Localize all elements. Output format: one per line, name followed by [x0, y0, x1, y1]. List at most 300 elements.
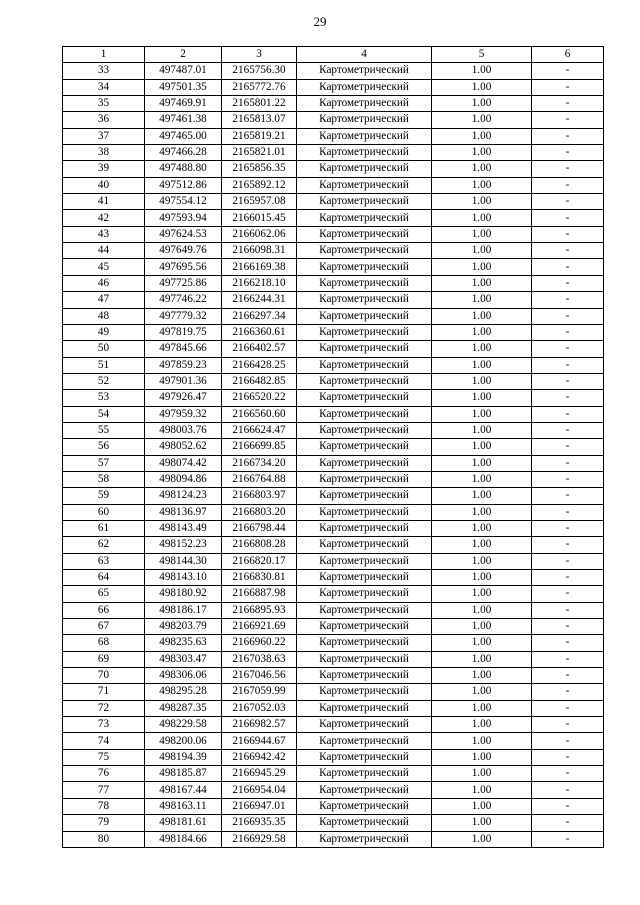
accuracy-cell: 1.00: [432, 537, 532, 553]
table-row: [63, 210, 604, 226]
accuracy-cell: 1.00: [432, 651, 532, 667]
note-cell: -: [532, 635, 604, 651]
x-coordinate-cell: 498124.23: [145, 488, 222, 504]
x-coordinate-cell: 498303.47: [145, 651, 222, 667]
table-row: [63, 324, 604, 340]
note-cell: -: [532, 455, 604, 471]
point-number-cell: 54: [63, 406, 145, 422]
method-cell: Картометрический: [297, 651, 432, 667]
x-coordinate-cell: 497819.75: [145, 324, 222, 340]
accuracy-cell: 1.00: [432, 570, 532, 586]
x-coordinate-cell: 497469.91: [145, 96, 222, 112]
method-cell: Картометрический: [297, 161, 432, 177]
table-row: [63, 520, 604, 536]
method-cell: Картометрический: [297, 341, 432, 357]
note-cell: -: [532, 177, 604, 193]
point-number-cell: 62: [63, 537, 145, 553]
y-coordinate-cell: 2165856.35: [222, 161, 297, 177]
table-row: [63, 439, 604, 455]
x-coordinate-cell: 498152.23: [145, 537, 222, 553]
x-coordinate-cell: 497859.23: [145, 357, 222, 373]
y-coordinate-cell: 2166798.44: [222, 520, 297, 536]
method-cell: Картометрический: [297, 357, 432, 373]
y-coordinate-cell: 2166098.31: [222, 243, 297, 259]
accuracy-cell: 1.00: [432, 194, 532, 210]
table-row: [63, 292, 604, 308]
accuracy-cell: 1.00: [432, 586, 532, 602]
y-coordinate-cell: 2166402.57: [222, 341, 297, 357]
accuracy-cell: 1.00: [432, 504, 532, 520]
table-row: [63, 128, 604, 144]
x-coordinate-cell: 497487.01: [145, 63, 222, 79]
table-row: [63, 79, 604, 95]
x-coordinate-cell: 498163.11: [145, 798, 222, 814]
point-number-cell: 67: [63, 619, 145, 635]
note-cell: -: [532, 651, 604, 667]
x-coordinate-cell: 497466.28: [145, 145, 222, 161]
x-coordinate-cell: 498186.17: [145, 602, 222, 618]
table-row: [63, 831, 604, 847]
table-row: [63, 112, 604, 128]
table-row: [63, 504, 604, 520]
accuracy-cell: 1.00: [432, 700, 532, 716]
note-cell: -: [532, 341, 604, 357]
method-cell: Картометрический: [297, 259, 432, 275]
note-cell: -: [532, 766, 604, 782]
accuracy-cell: 1.00: [432, 308, 532, 324]
point-number-cell: 46: [63, 275, 145, 291]
accuracy-cell: 1.00: [432, 798, 532, 814]
point-number-cell: 76: [63, 766, 145, 782]
y-coordinate-cell: 2166218.10: [222, 275, 297, 291]
y-coordinate-cell: 2166520.22: [222, 390, 297, 406]
method-cell: Картометрический: [297, 537, 432, 553]
method-cell: Картометрический: [297, 308, 432, 324]
accuracy-cell: 1.00: [432, 668, 532, 684]
y-coordinate-cell: 2166244.31: [222, 292, 297, 308]
point-number-cell: 78: [63, 798, 145, 814]
x-coordinate-cell: 498094.86: [145, 471, 222, 487]
point-number-cell: 80: [63, 831, 145, 847]
note-cell: -: [532, 357, 604, 373]
method-cell: Картометрический: [297, 439, 432, 455]
method-cell: Картометрический: [297, 668, 432, 684]
method-cell: Картометрический: [297, 602, 432, 618]
note-cell: -: [532, 668, 604, 684]
point-number-cell: 39: [63, 161, 145, 177]
y-coordinate-cell: 2166764.88: [222, 471, 297, 487]
coordinates-table: [62, 46, 604, 848]
point-number-cell: 68: [63, 635, 145, 651]
method-cell: Картометрический: [297, 210, 432, 226]
table-row: [63, 815, 604, 831]
accuracy-cell: 1.00: [432, 210, 532, 226]
note-cell: -: [532, 259, 604, 275]
method-cell: Картометрический: [297, 455, 432, 471]
x-coordinate-cell: 498203.79: [145, 619, 222, 635]
point-number-cell: 41: [63, 194, 145, 210]
method-cell: Картометрический: [297, 292, 432, 308]
method-cell: Картометрический: [297, 194, 432, 210]
header-cell: 1: [63, 47, 145, 63]
point-number-cell: 66: [63, 602, 145, 618]
x-coordinate-cell: 497624.53: [145, 226, 222, 242]
x-coordinate-cell: 497465.00: [145, 128, 222, 144]
method-cell: Картометрический: [297, 79, 432, 95]
method-cell: Картометрический: [297, 520, 432, 536]
x-coordinate-cell: 498144.30: [145, 553, 222, 569]
note-cell: -: [532, 815, 604, 831]
note-cell: -: [532, 79, 604, 95]
method-cell: Картометрический: [297, 798, 432, 814]
x-coordinate-cell: 498143.49: [145, 520, 222, 536]
point-number-cell: 53: [63, 390, 145, 406]
x-coordinate-cell: 497845.66: [145, 341, 222, 357]
x-coordinate-cell: 497695.56: [145, 259, 222, 275]
accuracy-cell: 1.00: [432, 259, 532, 275]
y-coordinate-cell: 2166428.25: [222, 357, 297, 373]
note-cell: -: [532, 292, 604, 308]
accuracy-cell: 1.00: [432, 177, 532, 193]
y-coordinate-cell: 2166982.57: [222, 717, 297, 733]
accuracy-cell: 1.00: [432, 357, 532, 373]
note-cell: -: [532, 275, 604, 291]
y-coordinate-cell: 2166624.47: [222, 422, 297, 438]
x-coordinate-cell: 498229.58: [145, 717, 222, 733]
y-coordinate-cell: 2167052.03: [222, 700, 297, 716]
accuracy-cell: 1.00: [432, 488, 532, 504]
table-row: [63, 619, 604, 635]
y-coordinate-cell: 2165772.76: [222, 79, 297, 95]
x-coordinate-cell: 498167.44: [145, 782, 222, 798]
x-coordinate-cell: 498235.63: [145, 635, 222, 651]
accuracy-cell: 1.00: [432, 749, 532, 765]
method-cell: Картометрический: [297, 831, 432, 847]
y-coordinate-cell: 2166954.04: [222, 782, 297, 798]
accuracy-cell: 1.00: [432, 766, 532, 782]
note-cell: -: [532, 390, 604, 406]
method-cell: Картометрический: [297, 684, 432, 700]
method-cell: Картометрический: [297, 226, 432, 242]
table-row: [63, 357, 604, 373]
point-number-cell: 44: [63, 243, 145, 259]
y-coordinate-cell: 2166560.60: [222, 406, 297, 422]
point-number-cell: 38: [63, 145, 145, 161]
point-number-cell: 43: [63, 226, 145, 242]
method-cell: Картометрический: [297, 63, 432, 79]
note-cell: -: [532, 422, 604, 438]
table-row: [63, 226, 604, 242]
method-cell: Картометрический: [297, 96, 432, 112]
y-coordinate-cell: 2167046.56: [222, 668, 297, 684]
point-number-cell: 71: [63, 684, 145, 700]
x-coordinate-cell: 497593.94: [145, 210, 222, 226]
y-coordinate-cell: 2166803.97: [222, 488, 297, 504]
accuracy-cell: 1.00: [432, 733, 532, 749]
y-coordinate-cell: 2165957.08: [222, 194, 297, 210]
header-cell: 2: [145, 47, 222, 63]
accuracy-cell: 1.00: [432, 63, 532, 79]
table-row: [63, 422, 604, 438]
page-number: 29: [313, 14, 327, 29]
accuracy-cell: 1.00: [432, 602, 532, 618]
table-body: [63, 63, 604, 848]
point-number-cell: 47: [63, 292, 145, 308]
method-cell: Картометрический: [297, 733, 432, 749]
note-cell: -: [532, 373, 604, 389]
note-cell: -: [532, 324, 604, 340]
point-number-cell: 35: [63, 96, 145, 112]
method-cell: Картометрический: [297, 275, 432, 291]
accuracy-cell: 1.00: [432, 471, 532, 487]
point-number-cell: 33: [63, 63, 145, 79]
note-cell: -: [532, 128, 604, 144]
y-coordinate-cell: 2166947.01: [222, 798, 297, 814]
method-cell: Картометрический: [297, 406, 432, 422]
point-number-cell: 63: [63, 553, 145, 569]
accuracy-cell: 1.00: [432, 79, 532, 95]
table-row: [63, 570, 604, 586]
table-row: [63, 406, 604, 422]
method-cell: Картометрический: [297, 553, 432, 569]
x-coordinate-cell: 498194.39: [145, 749, 222, 765]
note-cell: -: [532, 145, 604, 161]
note-cell: -: [532, 537, 604, 553]
x-coordinate-cell: 497488.80: [145, 161, 222, 177]
y-coordinate-cell: 2166895.93: [222, 602, 297, 618]
x-coordinate-cell: 497554.12: [145, 194, 222, 210]
accuracy-cell: 1.00: [432, 831, 532, 847]
method-cell: Картометрический: [297, 749, 432, 765]
accuracy-cell: 1.00: [432, 439, 532, 455]
point-number-cell: 34: [63, 79, 145, 95]
y-coordinate-cell: 2166944.67: [222, 733, 297, 749]
note-cell: -: [532, 406, 604, 422]
y-coordinate-cell: 2166734.20: [222, 455, 297, 471]
point-number-cell: 74: [63, 733, 145, 749]
point-number-cell: 58: [63, 471, 145, 487]
method-cell: Картометрический: [297, 570, 432, 586]
point-number-cell: 72: [63, 700, 145, 716]
x-coordinate-cell: 497926.47: [145, 390, 222, 406]
table-row: [63, 341, 604, 357]
x-coordinate-cell: 497501.35: [145, 79, 222, 95]
x-coordinate-cell: 497901.36: [145, 373, 222, 389]
table-row: [63, 488, 604, 504]
table-row: [63, 161, 604, 177]
point-number-cell: 56: [63, 439, 145, 455]
table-row: [63, 63, 604, 79]
method-cell: Картометрический: [297, 145, 432, 161]
y-coordinate-cell: 2166830.81: [222, 570, 297, 586]
table-row: [63, 717, 604, 733]
header-cell: 6: [532, 47, 604, 63]
y-coordinate-cell: 2165756.30: [222, 63, 297, 79]
table-row: [63, 194, 604, 210]
accuracy-cell: 1.00: [432, 112, 532, 128]
point-number-cell: 45: [63, 259, 145, 275]
point-number-cell: 50: [63, 341, 145, 357]
x-coordinate-cell: 497746.22: [145, 292, 222, 308]
point-number-cell: 40: [63, 177, 145, 193]
point-number-cell: 55: [63, 422, 145, 438]
accuracy-cell: 1.00: [432, 635, 532, 651]
table-row: [63, 651, 604, 667]
x-coordinate-cell: 498306.06: [145, 668, 222, 684]
note-cell: -: [532, 112, 604, 128]
y-coordinate-cell: 2166699.85: [222, 439, 297, 455]
table-row: [63, 798, 604, 814]
point-number-cell: 64: [63, 570, 145, 586]
table-row: [63, 586, 604, 602]
y-coordinate-cell: 2167038.63: [222, 651, 297, 667]
note-cell: -: [532, 586, 604, 602]
table-row: [63, 782, 604, 798]
table-row: [63, 308, 604, 324]
table-row: [63, 373, 604, 389]
note-cell: -: [532, 553, 604, 569]
table-row: [63, 602, 604, 618]
point-number-cell: 51: [63, 357, 145, 373]
method-cell: Картометрический: [297, 243, 432, 259]
y-coordinate-cell: 2166945.29: [222, 766, 297, 782]
point-number-cell: 60: [63, 504, 145, 520]
x-coordinate-cell: 497725.86: [145, 275, 222, 291]
table-row: [63, 553, 604, 569]
accuracy-cell: 1.00: [432, 422, 532, 438]
point-number-cell: 37: [63, 128, 145, 144]
y-coordinate-cell: 2166808.28: [222, 537, 297, 553]
x-coordinate-cell: 498287.35: [145, 700, 222, 716]
note-cell: -: [532, 194, 604, 210]
note-cell: -: [532, 831, 604, 847]
note-cell: -: [532, 602, 604, 618]
table-row: [63, 635, 604, 651]
table-row: [63, 145, 604, 161]
method-cell: Картометрический: [297, 766, 432, 782]
accuracy-cell: 1.00: [432, 684, 532, 700]
note-cell: -: [532, 749, 604, 765]
point-number-cell: 52: [63, 373, 145, 389]
point-number-cell: 57: [63, 455, 145, 471]
table-row: [63, 700, 604, 716]
table-row: [63, 537, 604, 553]
x-coordinate-cell: 498003.76: [145, 422, 222, 438]
accuracy-cell: 1.00: [432, 341, 532, 357]
method-cell: Картометрический: [297, 619, 432, 635]
note-cell: -: [532, 243, 604, 259]
table-row: [63, 749, 604, 765]
method-cell: Картометрический: [297, 128, 432, 144]
x-coordinate-cell: 497779.32: [145, 308, 222, 324]
point-number-cell: 59: [63, 488, 145, 504]
point-number-cell: 73: [63, 717, 145, 733]
y-coordinate-cell: 2166297.34: [222, 308, 297, 324]
note-cell: -: [532, 520, 604, 536]
method-cell: Картометрический: [297, 635, 432, 651]
y-coordinate-cell: 2166887.98: [222, 586, 297, 602]
point-number-cell: 36: [63, 112, 145, 128]
accuracy-cell: 1.00: [432, 161, 532, 177]
x-coordinate-cell: 497649.76: [145, 243, 222, 259]
x-coordinate-cell: 498143.10: [145, 570, 222, 586]
note-cell: -: [532, 161, 604, 177]
note-cell: -: [532, 210, 604, 226]
accuracy-cell: 1.00: [432, 455, 532, 471]
x-coordinate-cell: 497512.86: [145, 177, 222, 193]
accuracy-cell: 1.00: [432, 226, 532, 242]
y-coordinate-cell: 2166960.22: [222, 635, 297, 651]
table-row: [63, 471, 604, 487]
point-number-cell: 77: [63, 782, 145, 798]
method-cell: Картометрический: [297, 422, 432, 438]
accuracy-cell: 1.00: [432, 553, 532, 569]
table-row: [63, 455, 604, 471]
accuracy-cell: 1.00: [432, 520, 532, 536]
y-coordinate-cell: 2165813.07: [222, 112, 297, 128]
note-cell: -: [532, 717, 604, 733]
y-coordinate-cell: 2166169.38: [222, 259, 297, 275]
x-coordinate-cell: 498052.62: [145, 439, 222, 455]
x-coordinate-cell: 497959.32: [145, 406, 222, 422]
x-coordinate-cell: 498185.87: [145, 766, 222, 782]
y-coordinate-cell: 2165801.22: [222, 96, 297, 112]
accuracy-cell: 1.00: [432, 717, 532, 733]
accuracy-cell: 1.00: [432, 128, 532, 144]
method-cell: Картометрический: [297, 782, 432, 798]
x-coordinate-cell: 497461.38: [145, 112, 222, 128]
table-row: [63, 243, 604, 259]
point-number-cell: 70: [63, 668, 145, 684]
note-cell: -: [532, 733, 604, 749]
method-cell: Картометрический: [297, 471, 432, 487]
note-cell: -: [532, 439, 604, 455]
y-coordinate-cell: 2166929.58: [222, 831, 297, 847]
y-coordinate-cell: 2165819.21: [222, 128, 297, 144]
note-cell: -: [532, 684, 604, 700]
method-cell: Картометрический: [297, 390, 432, 406]
accuracy-cell: 1.00: [432, 619, 532, 635]
x-coordinate-cell: 498200.06: [145, 733, 222, 749]
accuracy-cell: 1.00: [432, 243, 532, 259]
note-cell: -: [532, 488, 604, 504]
table-row: [63, 684, 604, 700]
table-row: [63, 390, 604, 406]
y-coordinate-cell: 2165821.01: [222, 145, 297, 161]
note-cell: -: [532, 782, 604, 798]
y-coordinate-cell: 2166935.35: [222, 815, 297, 831]
y-coordinate-cell: 2165892.12: [222, 177, 297, 193]
table-row: [63, 668, 604, 684]
method-cell: Картометрический: [297, 112, 432, 128]
accuracy-cell: 1.00: [432, 145, 532, 161]
note-cell: -: [532, 96, 604, 112]
method-cell: Картометрический: [297, 504, 432, 520]
accuracy-cell: 1.00: [432, 292, 532, 308]
x-coordinate-cell: 498181.61: [145, 815, 222, 831]
accuracy-cell: 1.00: [432, 406, 532, 422]
point-number-cell: 49: [63, 324, 145, 340]
y-coordinate-cell: 2166942.42: [222, 749, 297, 765]
method-cell: Картометрический: [297, 324, 432, 340]
accuracy-cell: 1.00: [432, 96, 532, 112]
y-coordinate-cell: 2166062.06: [222, 226, 297, 242]
y-coordinate-cell: 2167059.99: [222, 684, 297, 700]
x-coordinate-cell: 498180.92: [145, 586, 222, 602]
table-row: [63, 766, 604, 782]
note-cell: -: [532, 308, 604, 324]
note-cell: -: [532, 504, 604, 520]
